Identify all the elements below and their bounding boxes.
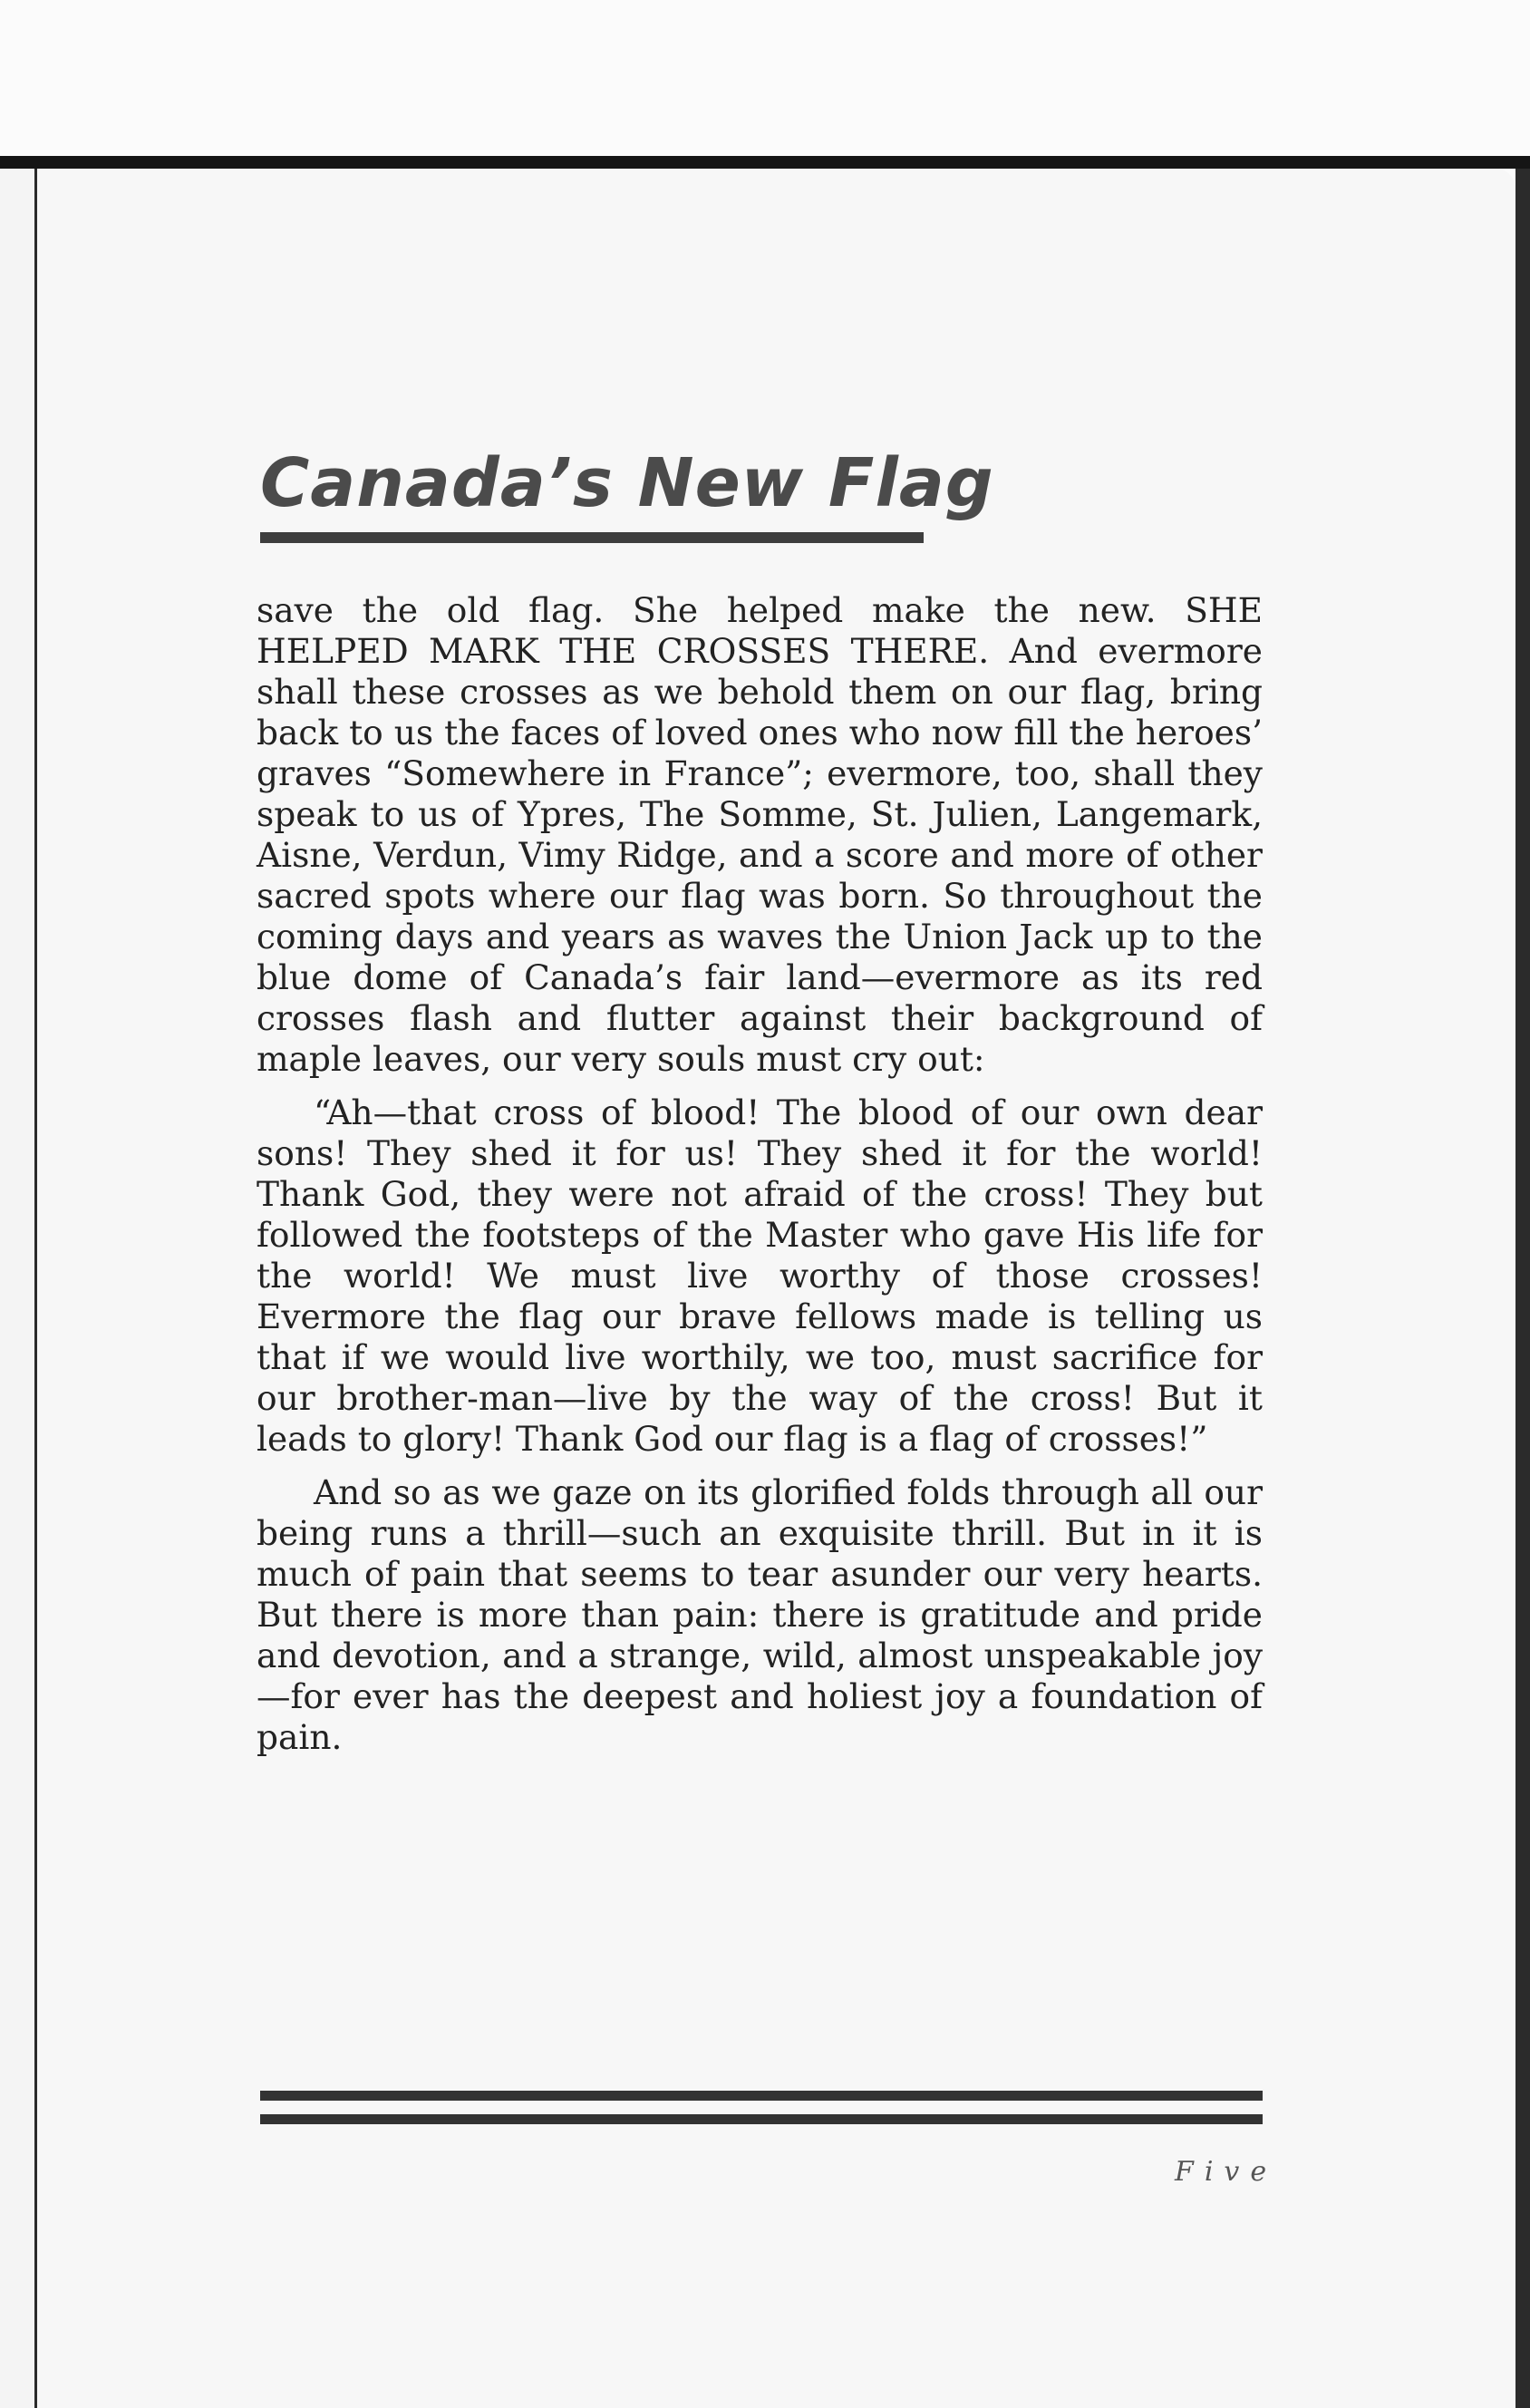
paragraph-3: And so as we gaze on its glorified folds through all our being runs a thrill—such an exquisite thrill. But in it is much of pain that seems to tear asunder our very hearts. But there is more than pain: there is gratitude and pride and devotion, and a strange, wild, almost unspeakable joy—for ever has the deepest and holiest joy a foundation of pain.	[257, 1472, 1263, 1757]
footer-rule-top	[260, 2091, 1263, 2101]
page-number: Five	[1175, 2156, 1278, 2188]
book-spine-edge	[0, 169, 37, 2408]
book-right-edge	[1515, 169, 1530, 2408]
heading-underline	[260, 532, 924, 543]
paragraph-2: “Ah—that cross of blood! The blood of our own dear sons! They shed it for us! They shed it for the world! Thank God, they were not afraid of the cross! They but followed the footsteps of the Master who gave His life for the world! We must live worthy of those crosses! Evermore the flag our brave fellows made is telling us that if we would live worthily, we too, must sacrifice for our brother-man—live by the way of the cross! But it leads to glory! Thank God our flag is a flag of crosses!”	[257, 1092, 1263, 1459]
page-heading: Canada’s New Flag	[260, 444, 994, 522]
footer-rule-bottom	[260, 2114, 1263, 2124]
body-text	[257, 590, 1263, 1771]
book-top-edge	[0, 156, 1530, 169]
paragraph-1: save the old flag. She helped make the new. SHE HELPED MARK THE CROSSES THERE. And evermore shall these crosses as we behold them on our flag, bring back to us the faces of loved ones who now fill the heroes’ graves “Somewhere in France”; evermore, too, shall they speak to us of Ypres, The Somme, St. Julien, Langemark, Aisne, Verdun, Vimy Ridge, and a score and more of other sacred spots where our flag was born. So throughout the coming days and years as waves the Union Jack up to the blue dome of Canada’s fair land—evermore as its red crosses flash and flutter against their background of maple leaves, our very souls must cry out:	[257, 590, 1263, 1079]
